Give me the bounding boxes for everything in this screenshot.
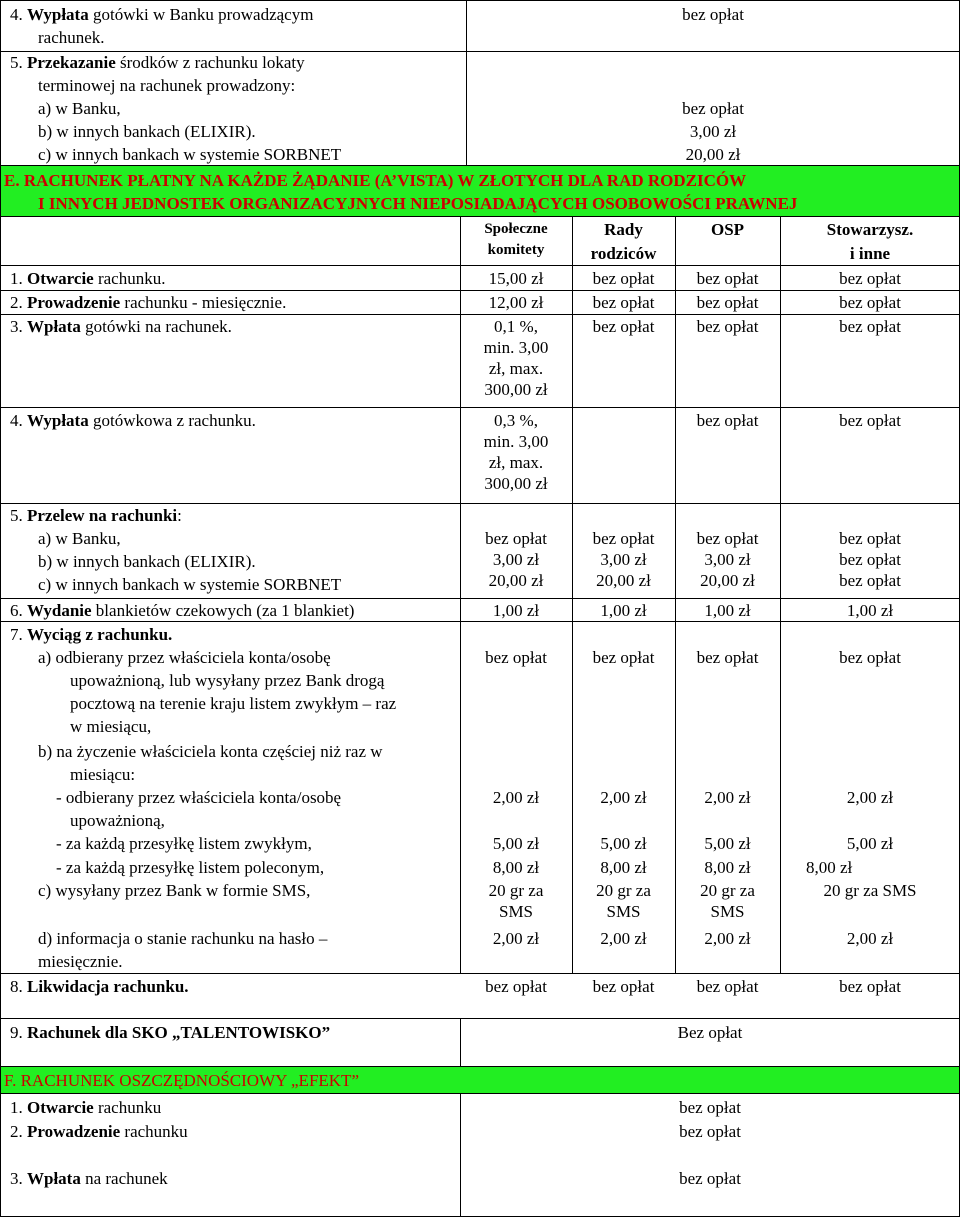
f-row-3-fee: bez opłat xyxy=(679,1169,741,1188)
e-row-5-val-3: bez opłat 3,00 zł 20,00 zł xyxy=(696,529,759,590)
e-row-2-val-3: bez opłat xyxy=(696,293,759,312)
e-row-7-a-line-2: upoważnioną, lub wysyłany przez Bank drogą xyxy=(70,671,385,690)
row-5-fee-b: 3,00 zł xyxy=(689,122,737,141)
e-row-7-a-line-1: a) odbierany przez właściciela konta/osobę xyxy=(38,648,331,667)
e-row-3-val-2: bez opłat xyxy=(592,317,655,336)
e-row-8-val-4: bez opłat xyxy=(839,977,901,996)
e-row-7-b-line-6: - za każdą przesyłkę listem poleconym, xyxy=(56,858,325,877)
e-row-7-pol-val-1: 8,00 zł xyxy=(492,858,540,877)
e-row-7-pol-val-3: 8,00 zł xyxy=(704,858,751,877)
e-row-7-d-val-2: 2,00 zł xyxy=(600,929,647,948)
row-4-fee: bez opłat xyxy=(682,5,744,24)
e-row-7-d-line-2: miesięcznie. xyxy=(38,952,123,971)
e-row-1-val-2: bez opłat xyxy=(592,269,655,288)
e-row-7-sms-val-3: 20 gr za SMS xyxy=(700,881,755,921)
e-row-1-val-4: bez opłat xyxy=(839,269,901,288)
col-header-social-committees: Społeczne komitety xyxy=(484,221,548,258)
e-row-3-val-4: bez opłat xyxy=(839,317,901,336)
e-row-8-val-1: bez opłat xyxy=(485,977,547,996)
e-row-7-sms-val-1: 20 gr za SMS xyxy=(488,881,544,921)
e-row-9-fee: Bez opłat xyxy=(677,1023,743,1042)
e-row-7-zw-val-4: 5,00 zł xyxy=(846,834,894,853)
row-4-withdrawal: 4. Wypłata gotówki w Banku prowadzącym xyxy=(10,5,314,24)
e-row-7-zw-val-2: 5,00 zł xyxy=(600,834,647,853)
e-row-3-val-3: bez opłat xyxy=(696,317,759,336)
e-row-9-label: 9. Rachunek dla SKO „TALENTOWISKO” xyxy=(10,1023,331,1042)
e-row-7-odb-val-4: 2,00 zł xyxy=(846,788,894,807)
section-e-title-cont: I INNYCH JEDNOSTEK ORGANIZACYJNYCH NIEPOSIADAJĄCYCH OSOBOWOŚCI PRAWNEJ xyxy=(38,194,798,213)
section-f-title: F. RACHUNEK OSZCZĘDNOŚCIOWY „EFEKT” xyxy=(4,1071,359,1090)
section-e-title: E. RACHUNEK PŁATNY NA KAŻDE ŻĄDANIE (A’VISTA) W ZŁOTYCH DLA RAD RODZICÓW xyxy=(4,171,747,190)
e-row-5-option-c: c) w innych bankach w systemie SORBNET xyxy=(38,575,342,594)
e-row-7-b-line-1: b) na życzenie właściciela konta częściej niż raz w xyxy=(38,742,383,761)
e-row-7-zw-val-3: 5,00 zł xyxy=(704,834,751,853)
e-row-4-val-1: 0,3 %, min. 3,00 zł, max. 300,00 zł xyxy=(483,411,549,493)
e-row-1-label: 1. Otwarcie rachunku. xyxy=(10,269,166,288)
f-row-1-label: 1. Otwarcie rachunku xyxy=(10,1098,162,1117)
e-row-6-val-3: 1,00 zł xyxy=(704,601,751,620)
e-row-7-label: 7. Wyciąg z rachunku. xyxy=(10,625,173,644)
e-row-7-d-val-3: 2,00 zł xyxy=(704,929,751,948)
e-row-1-val-3: bez opłat xyxy=(696,269,759,288)
e-row-5-option-b: b) w innych bankach (ELIXIR). xyxy=(38,552,256,571)
e-row-5-label: 5. Przelew na rachunki: xyxy=(10,506,182,525)
e-row-7-pol-val-4: 8,00 zł xyxy=(806,858,853,877)
row-5-option-c: c) w innych bankach w systemie SORBNET xyxy=(38,145,342,164)
e-row-6-val-4: 1,00 zł xyxy=(846,601,894,620)
e-row-8-val-2: bez opłat xyxy=(592,977,655,996)
e-row-5-val-2: bez opłat 3,00 zł 20,00 zł xyxy=(592,529,655,590)
e-row-6-val-1: 1,00 zł xyxy=(492,601,540,620)
row-5-fee-a: bez opłat xyxy=(682,99,744,118)
e-row-5-option-a: a) w Banku, xyxy=(38,529,121,548)
e-row-7-a-val-4: bez opłat xyxy=(839,648,901,667)
e-row-7-b-line-5: - za każdą przesyłkę listem zwykłym, xyxy=(56,834,312,853)
e-row-7-zw-val-1: 5,00 zł xyxy=(492,834,540,853)
e-row-7-c-line-1: c) wysyłany przez Bank w formie SMS, xyxy=(38,881,311,900)
e-row-7-sms-val-4: 20 gr za SMS xyxy=(823,881,917,900)
f-row-1-fee: bez opłat xyxy=(679,1098,741,1117)
row-5-transfer: 5. Przekazanie środków z rachunku lokaty xyxy=(10,53,305,72)
f-row-2-fee: bez opłat xyxy=(679,1122,741,1141)
e-row-8-val-3: bez opłat xyxy=(696,977,759,996)
e-row-7-odb-val-1: 2,00 zł xyxy=(492,788,540,807)
e-row-4-label: 4. Wypłata gotówkowa z rachunku. xyxy=(10,411,256,430)
e-row-6-val-2: 1,00 zł xyxy=(600,601,647,620)
f-row-3-label: 3. Wpłata na rachunek xyxy=(10,1169,168,1188)
e-row-7-a-val-3: bez opłat xyxy=(696,648,759,667)
e-row-2-label: 2. Prowadzenie rachunku - miesięcznie. xyxy=(10,293,287,312)
row-5-fee-c: 20,00 zł xyxy=(685,145,741,164)
e-row-8-label: 8. Likwidacja rachunku. xyxy=(10,977,189,996)
e-row-7-a-line-4: w miesiącu, xyxy=(70,717,152,736)
e-row-6-label: 6. Wydanie blankietów czekowych (za 1 blankiet) xyxy=(10,601,355,620)
e-row-3-val-1: 0,1 %, min. 3,00 zł, max. 300,00 zł xyxy=(483,317,549,399)
e-row-7-d-line-1: d) informacja o stanie rachunku na hasło – xyxy=(38,929,328,948)
row-5-transfer-cont: terminowej na rachunek prowadzony: xyxy=(38,76,296,95)
e-row-7-a-val-2: bez opłat xyxy=(592,648,655,667)
e-row-2-val-1: 12,00 zł xyxy=(488,293,544,312)
row-5-option-a: a) w Banku, xyxy=(38,99,121,118)
e-row-7-d-val-4: 2,00 zł xyxy=(846,929,894,948)
e-row-7-sms-val-2: 20 gr za SMS xyxy=(596,881,651,921)
e-row-7-a-val-1: bez opłat xyxy=(485,648,547,667)
e-row-7-b-line-2: miesiącu: xyxy=(70,765,136,784)
e-row-5-val-4: bez opłat bez opłat bez opłat xyxy=(839,529,901,590)
e-row-7-d-val-1: 2,00 zł xyxy=(492,929,540,948)
f-row-2-label: 2. Prowadzenie rachunku xyxy=(10,1122,188,1141)
e-row-4-val-3: bez opłat xyxy=(696,411,759,430)
e-row-1-val-1: 15,00 zł xyxy=(488,269,544,288)
e-row-4-val-4: bez opłat xyxy=(839,411,901,430)
row-5-option-b: b) w innych bankach (ELIXIR). xyxy=(38,122,256,141)
e-row-7-a-line-3: pocztową na terenie kraju listem zwykłym – raz xyxy=(70,694,397,713)
e-row-2-val-4: bez opłat xyxy=(839,293,901,312)
row-4-withdrawal-cont: rachunek. xyxy=(38,28,105,47)
e-row-3-label: 3. Wpłata gotówki na rachunek. xyxy=(10,317,232,336)
e-row-7-b-line-4: upoważnioną, xyxy=(70,811,165,830)
e-row-7-pol-val-2: 8,00 zł xyxy=(600,858,647,877)
e-row-2-val-2: bez opłat xyxy=(592,293,655,312)
col-header-parent-councils: Rady rodziców xyxy=(590,220,657,263)
e-row-5-val-1: bez opłat 3,00 zł 20,00 zł xyxy=(485,529,547,590)
e-row-7-odb-val-3: 2,00 zł xyxy=(704,788,751,807)
e-row-7-b-line-3: - odbierany przez właściciela konta/osobę xyxy=(56,788,342,807)
e-row-7-odb-val-2: 2,00 zł xyxy=(600,788,647,807)
col-header-osp: OSP xyxy=(710,220,745,239)
col-header-associations: Stowarzysz. i inne xyxy=(826,220,914,263)
